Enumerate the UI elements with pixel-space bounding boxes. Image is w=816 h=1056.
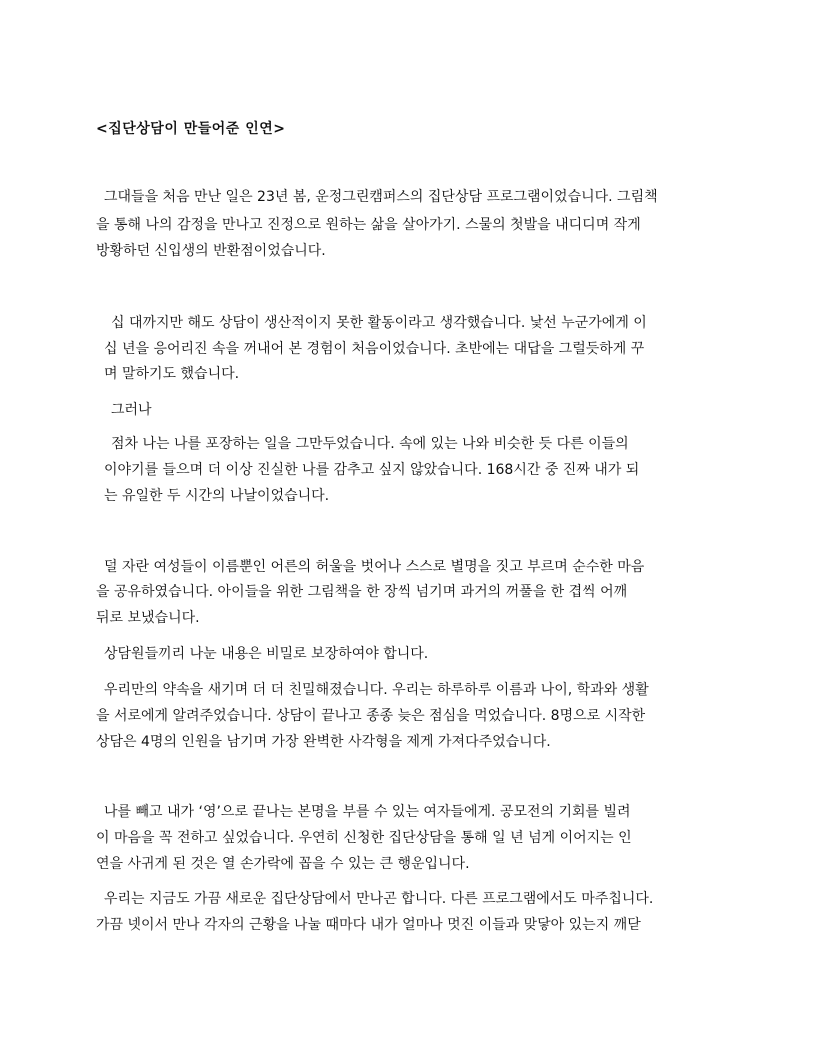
paragraph-9-line-1: 우리는 지금도 가끔 새로운 집단상담에서 만나곤 합니다. 다른 프로그램에서도 마주칩니다. (104, 891, 654, 907)
paragraph-7-line-2: 을 서로에게 알려주었습니다. 상담이 끝나고 종종 늦은 점심을 먹었습니다. 8명으로 시작한 (96, 708, 646, 724)
paragraph-5-line-1: 덜 자란 여성들이 이름뿐인 어른의 허울을 벗어나 스스로 별명을 짓고 부르며 순수한 마음 (104, 559, 645, 575)
paragraph-8-line-2: 이 마음을 꼭 전하고 싶었습니다. 우연히 신청한 집단상담을 통해 일 년 넘게 이어지는 인 (96, 830, 632, 846)
paragraph-7-line-3: 상담은 4명의 인원을 남기며 가장 완벽한 사각형을 제게 가져다주었습니다. (96, 734, 551, 750)
paragraph-4-line-2: 이야기를 들으며 더 이상 진실한 나를 감추고 싶지 않았습니다. 168시간 중 진짜 내가 되 (104, 462, 640, 478)
paragraph-6-line-1: 상담원들끼리 나눈 내용은 비밀로 보장하여야 합니다. (104, 646, 429, 662)
paragraph-5-line-3: 뒤로 보냈습니다. (96, 610, 200, 626)
paragraph-3-line-1: 그러나 (111, 402, 152, 418)
paragraph-1-line-1: 그대들을 처음 만난 일은 23년 봄, 운정그린캠퍼스의 집단상담 프로그램이었습니다. 그림책 (104, 189, 658, 205)
paragraph-8-line-1: 나를 빼고 내가 ‘영’으로 끝나는 본명을 부를 수 있는 여자들에게. 공모전의 기회를 빌려 (104, 804, 631, 820)
paragraph-5-line-2: 을 공유하였습니다. 아이들을 위한 그림책을 한 장씩 넘기며 과거의 꺼풀을 한 겹씩 어깨 (96, 584, 628, 600)
paragraph-9-line-2: 가끔 넷이서 만나 각자의 근황을 나눌 때마다 내가 얼마나 멋진 이들과 맞닿아 있는지 깨닫 (96, 917, 641, 933)
paragraph-4-line-1: 점차 나는 나를 포장하는 일을 그만두었습니다. 속에 있는 나와 비슷한 듯 다른 이들의 (111, 436, 629, 452)
document-title: <집단상담이 만들어준 인연> (96, 121, 286, 137)
paragraph-4-line-3: 는 유일한 두 시간의 나날이었습니다. (104, 488, 330, 504)
paragraph-2-line-3: 며 말하기도 했습니다. (104, 366, 240, 382)
paragraph-2-line-2: 십 년을 응어리진 속을 꺼내어 본 경험이 처음이었습니다. 초반에는 대답을 그럴듯하게 꾸 (104, 341, 645, 357)
paragraph-7-line-1: 우리만의 약속을 새기며 더 더 친밀해졌습니다. 우리는 하루하루 이름과 나이, 학과와 생활 (104, 682, 649, 698)
paragraph-1-line-2: 을 통해 나의 감정을 만나고 진정으로 원하는 삶을 살아가기. 스물의 첫발을 내디디며 작게 (96, 217, 641, 233)
paragraph-8-line-3: 연을 사귀게 된 것은 열 손가락에 꼽을 수 있는 큰 행운입니다. (96, 856, 470, 872)
paragraph-2-line-1: 십 대까지만 해도 상담이 생산적이지 못한 활동이라고 생각했습니다. 낯선 누군가에게 이 (111, 315, 647, 331)
paragraph-1-line-3: 방황하던 신입생의 반환점이었습니다. (96, 243, 326, 259)
